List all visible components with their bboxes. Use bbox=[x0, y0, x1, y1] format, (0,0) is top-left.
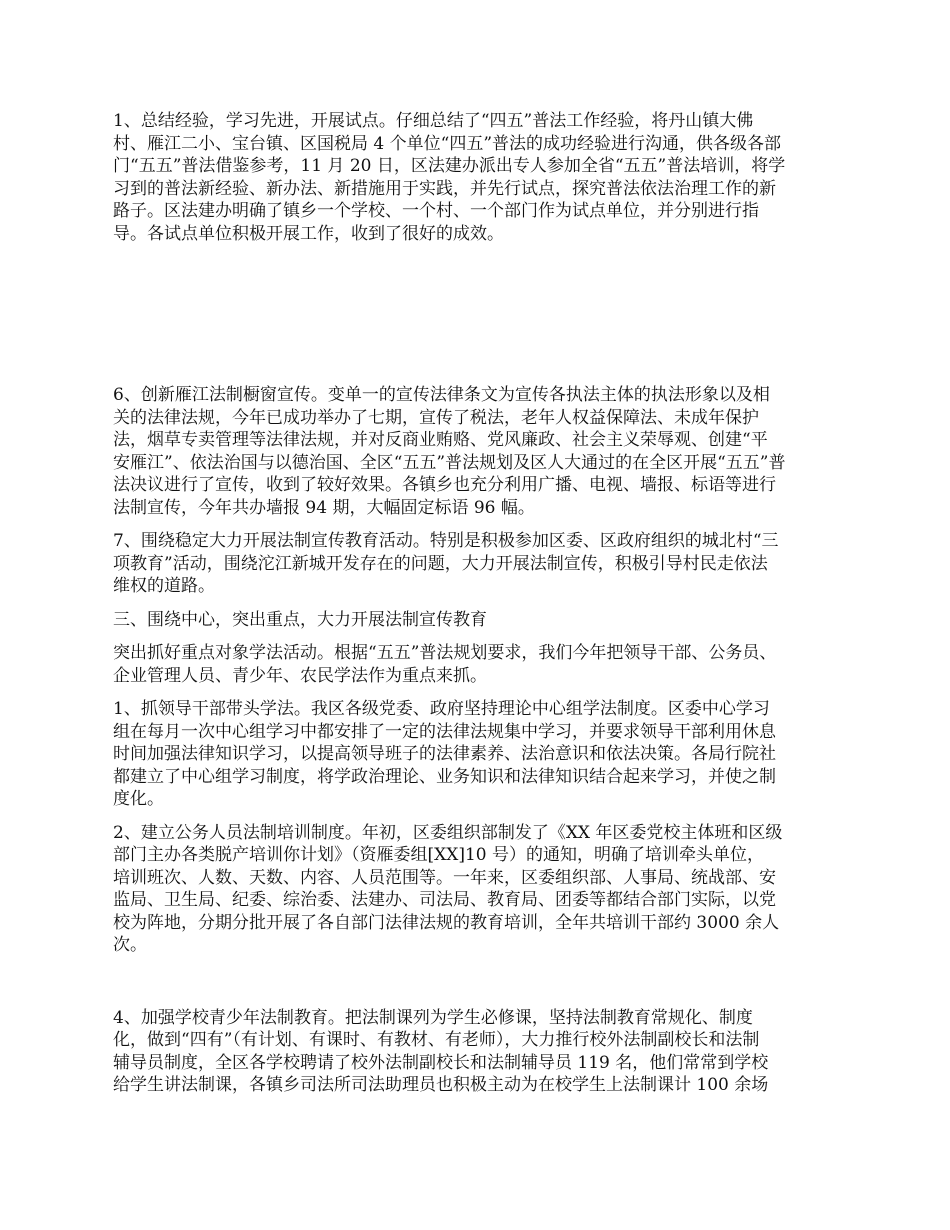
paragraph-summary-experience: 1、总结经验，学习先进，开展试点。仔细总结了“四五”普法工作经验，将丹山镇大佛 村、雁江二小、宝台镇、区国税局 4 个单位“四五”普法的成功经验进行沟通，供各级各部 门“五五”普法借鉴参考，11 月 20 日，区法建办派出专人参加全省“五五”普法培训，将学 习到的普法新经验、新办法、新措施用于实践，并先行试点，探究普法依法治理工作的新 路子。区法建办明确了镇乡一个学校、一个村、一个部门作为试点单位，并分别进行指 导。各试点单位积极开展工作，收到了很好的成效。 bbox=[113, 111, 786, 244]
paragraph-legal-window-publicity: 6、创新雁江法制橱窗宣传。变单一的宣传法律条文为宣传各执法主体的执法形象以及相 关的法律法规，今年已成功举办了七期，宣传了税法，老年人权益保障法、未成年保护 法，烟草专卖管理等法律法规，并对反商业贿赂、党风廉政、社会主义荣辱观、创建“平 安雁江”、依法治国与以德治国、全区“五五”普法规划及区人大通过的在全区开展“五五”普 法决议进行了宣传，收到了较好效果。各镇乡也充分利用广播、电视、墙报、标语等进行 法制宣传，今年共办墙报 94 期，大幅固定标语 96 幅。 bbox=[113, 385, 786, 518]
paragraph-civil-servant-training: 2、建立公务人员法制培训制度。年初，区委组织部制发了《XX 年区委党校主体班和区级 部门主办各类脱产培训你计划》（资雁委组[XX]10 号）的通知，明确了培训牵头单位， 培训班次、人数、天数、内容、人员范围等。一年来，区委组织部、人事局、统战部、安 监局、卫生局、纪委、综治委、法建办、司法局、教育局、团委等都结合部门实际，以党 校为阵地，分期分批开展了各自部门法律法规的教育培训，全年共培训干部约 3000 余人 次。 bbox=[113, 822, 783, 955]
paragraph-stability-education: 7、围绕稳定大力开展法制宣传教育活动。特别是积极参加区委、区政府组织的城北村“三 项教育”活动，围绕沱江新城开发存在的问题，大力开展法制宣传，积极引导村民走依法 维权的道路。 bbox=[113, 531, 779, 596]
paragraph-key-targets: 突出抓好重点对象学法活动。根据“五五”普法规划要求，我们今年把领导干部、公务员、 企业管理人员、青少年、农民学法作为重点来抓。 bbox=[113, 643, 777, 686]
paragraph-school-youth-education: 4、加强学校青少年法制教育。把法制课列为学生必修课，坚持法制教育常规化、制度 化，做到“四有”（有计划、有课时、有教材、有老师），大力推行校外法制副校长和法制 辅导员制度，全区各学校聘请了校外法制副校长和法制辅导员 119 名，他们常常到学校 给学生讲法制课，各镇乡司法所司法助理员也积极主动为在校学生上法制课计 100 余场 bbox=[113, 1007, 769, 1095]
paragraph-leaders-study-law: 1、抓领导干部带头学法。我区各级党委、政府坚持理论中心组学法制度。区委中心学习 组在每月一次中心组学习中都安排了一定的法律法规集中学习，并要求领导干部利用休息 时间加强法律知识学习，以提高领导班子的法律素养、法治意识和依法决策。各局行院社 都建立了中心组学习制度，将学政治理论、业务知识和法律知识结合起来学习，并使之制 度化。 bbox=[113, 699, 776, 809]
document-body bbox=[113, 110, 843, 1097]
section-heading-three: 三、围绕中心，突出重点，大力开展法制宣传教育 bbox=[113, 609, 487, 630]
